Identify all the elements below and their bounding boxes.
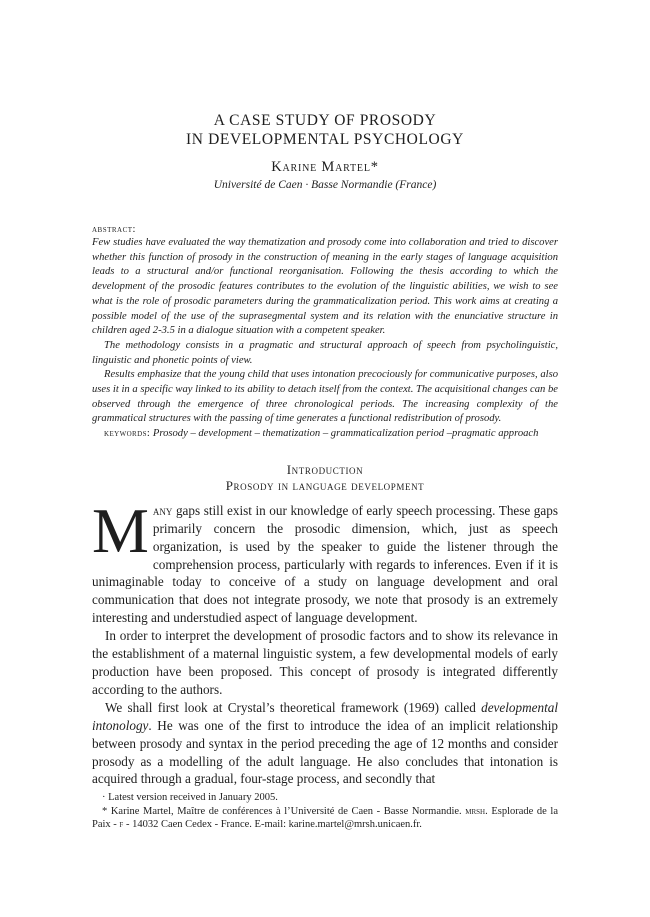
keywords-label: keywords:: [104, 428, 151, 440]
footnote-2-smallcaps-1: mrsh: [465, 805, 486, 817]
title-line-1: A CASE STUDY OF PROSODY: [213, 112, 437, 129]
footnotes: [92, 791, 558, 832]
lead-smallcaps: any: [152, 502, 173, 518]
section-heading: Introduction: [286, 461, 364, 477]
body-paragraph-3-text-b: . He was one of the first to introduce the idea of an implicit relationship between prosody and syntax in the period preceding the age of 12 months and consider prosody as a modelling of the adult language. He also concludes that intonation is acquired through a gradual, four-stage process, and secondly that: [92, 717, 558, 787]
section-subheading: Prosody in language development: [225, 477, 425, 493]
title-line-2: IN DEVELOPMENTAL PSYCHOLOGY: [186, 131, 464, 148]
body-paragraph-3: [92, 699, 558, 789]
body-paragraph-3-text-a: We shall first look at Crystal’s theoretical framework (1969) called: [105, 699, 482, 715]
abstract-paragraph-2: The methodology consists in a pragmatic and structural approach of speech from psycholinguistic, linguistic and phonetic points of view.: [92, 339, 558, 366]
body-paragraph-1: [92, 494, 558, 627]
footnote-2-smallcaps-2: f: [119, 819, 124, 830]
drop-cap: M: [92, 494, 149, 566]
author-name: Karine Martel*: [271, 159, 379, 175]
footnote-2: [92, 805, 558, 832]
footnote-2-text-c: - 14032 Caen Cedex - France. E-mail: karine.martel@mrsh.unicaen.fr.: [123, 819, 422, 830]
paper-title: [92, 111, 558, 149]
keywords-text: Prosody – development – thematization – grammaticalization period –pragmatic approach: [152, 428, 539, 440]
footnote-2-text-b: . Esplorade de la Paix -: [92, 805, 558, 830]
page-content: [92, 0, 558, 788]
abstract-label: abstract:: [92, 224, 136, 235]
abstract-paragraph-1: Few studies have evaluated the way thematization and prosody come into collaboration and tried to discover whether this function of prosody in the construction of meaning in the early stages of language acquisition leads to a structural and/or functional reorganisation. Following the thesis according to which the development of the prosodic features contributes to the evolution of the linguistic abilities, we wish to see what is the role of prosodic parameters during the grammaticalization period. This work aims at creating a possible model of the use of the suprasegmental system and its relation with the enunciative structure in children aged 2-3.5 in a dialogue situation with a competent speaker.: [92, 237, 558, 337]
body-paragraph-3-italic: developmental intonology: [92, 699, 558, 733]
footnote-2-text-a: * Karine Martel, Maître de conférences à l’Université de Caen - Basse Normandie.: [102, 805, 466, 817]
footnote-1: · Latest version received in January 2005.: [102, 792, 278, 803]
abstract-paragraph-3: Results emphasize that the young child that uses intonation precociously for communicative purposes, also uses it in a specific way linked to its ability to detach itself from the context. The acquisitional changes can be observed through the emergence of three chronological periods. The increasing complexity of the grammatical structures with the passing of time generates a functional redistribution of prosody.: [92, 369, 558, 425]
author-affiliation: Université de Caen · Basse Normandie (France): [213, 179, 437, 191]
body-paragraph-1-text: gaps still exist in our knowledge of early speech processing. These gaps primarily concern the prosodic dimension, which, just as speech organization, is used by the speaker to guide the listener through the comprehension process, particularly with regards to inferences. Even if it is unimaginable today to conceive of a study on language development and oral communication that does not integrate prosody, we note that prosody is an extremely interesting and understudied aspect of language development.: [92, 502, 558, 626]
body-paragraph-2: In order to interpret the development of prosodic factors and to show its relevance in the establishment of a maternal linguistic system, a few developmental models of early production have been proposed. This concept of prosody is integrated differently according to the authors.: [92, 628, 558, 697]
keywords: [92, 427, 558, 442]
